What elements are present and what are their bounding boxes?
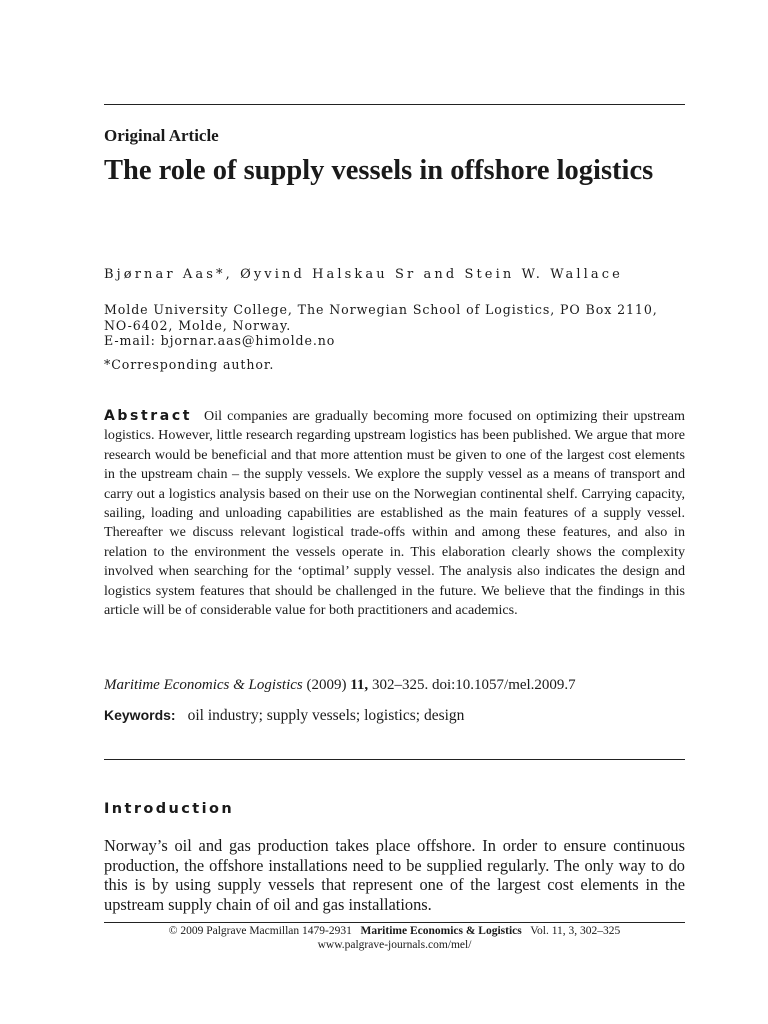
citation-year: (2009) bbox=[306, 677, 347, 693]
keywords-text: oil industry; supply vessels; logistics; design bbox=[187, 707, 465, 724]
footer-volume: Vol. 11, 3, 302–325 bbox=[530, 925, 621, 937]
affiliation-line-1: Molde University College, The Norwegian School of Logistics, PO Box 2110, bbox=[104, 302, 658, 317]
top-rule bbox=[104, 104, 685, 105]
abstract bbox=[104, 407, 685, 620]
author-email: E-mail: bjornar.aas@himolde.no bbox=[104, 333, 336, 348]
keywords-label: Keywords: bbox=[104, 707, 176, 723]
author-list: Bjørnar Aas*, Øyvind Halskau Sr and Stein W. Wallace bbox=[104, 267, 623, 282]
corresponding-author-note: *Corresponding author. bbox=[104, 357, 275, 372]
citation-volume: 11, bbox=[350, 677, 369, 693]
footer-rule bbox=[104, 922, 685, 923]
footer-url: www.palgrave-journals.com/mel/ bbox=[317, 939, 472, 951]
citation-pages-doi: 302–325. doi:10.1057/mel.2009.7 bbox=[371, 677, 576, 693]
page-footer bbox=[104, 924, 685, 952]
affiliation-line-2: NO-6402, Molde, Norway. bbox=[104, 317, 292, 333]
abstract-text: Oil companies are gradually becoming more focused on optimizing their upstream logistics. However, little research regarding upstream logistics has been published. We argue that more research would be beneficial and that more attention must be given to one of the largest cost elements in the upstream chain – the supply vessels. We explore the supply vessel as a means of transport and carry out a logistics analysis based on their use on the Norwegian continental shelf. Carrying capacity, sailing, loading and unloading capabilities are established as the main features of a supply vessel. Thereafter we discuss relevant logistical trade-offs within and among these features, and also in relation to the environment the vessels operate in. This elaboration clearly shows the complexity involved when searching for the ‘optimal’ supply vessel. The analysis also indicates the design and logistics system features that should be challenged in the future. We believe that the findings in this article will be of considerable value for both practitioners and academics. bbox=[104, 408, 685, 619]
keywords bbox=[104, 707, 464, 725]
introduction-paragraph: Norway’s oil and gas production takes place offshore. In order to ensure continuous production, the offshore installations need to be supplied regularly. The only way to do this is by using supply vessels that represent one of the largest cost elements in the upstream supply chain of oil and gas installations. bbox=[104, 836, 685, 914]
citation bbox=[104, 677, 576, 694]
abstract-label: Abstract bbox=[104, 408, 193, 424]
section-rule bbox=[104, 759, 685, 760]
citation-journal: Maritime Economics & Logistics bbox=[104, 677, 303, 693]
section-heading-introduction: Introduction bbox=[104, 801, 235, 817]
paper-title: The role of supply vessels in offshore logistics bbox=[104, 155, 654, 186]
footer-line-1 bbox=[104, 924, 685, 938]
footer-journal: Maritime Economics & Logistics bbox=[360, 925, 522, 937]
article-type: Original Article bbox=[104, 126, 219, 145]
footer-copyright: © 2009 Palgrave Macmillan 1479-2931 bbox=[168, 925, 352, 937]
affiliation bbox=[104, 302, 704, 349]
